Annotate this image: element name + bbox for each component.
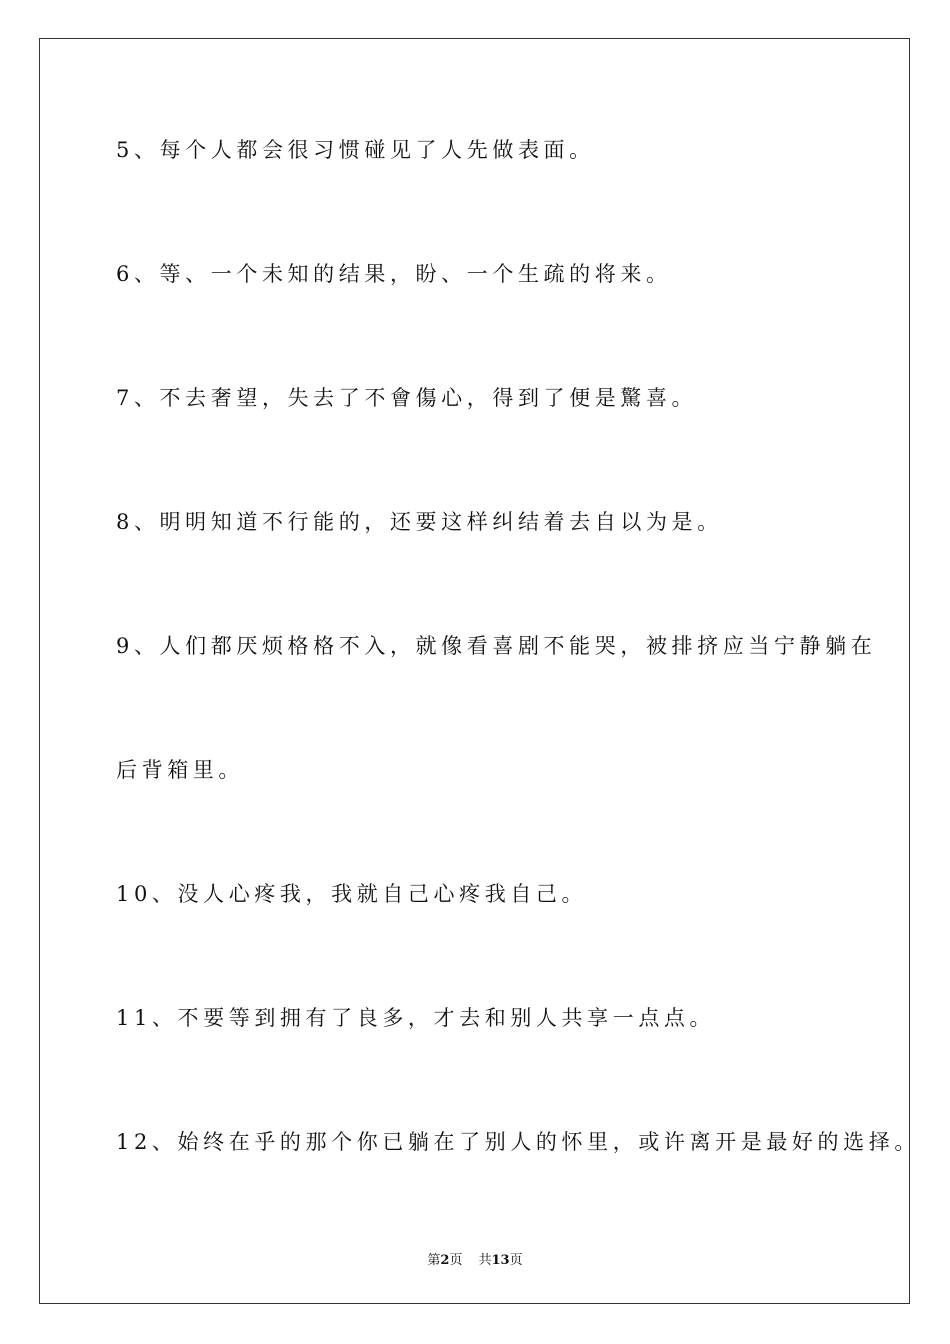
quote-line-12: 12、始终在乎的那个你已躺在了别人的怀里，或许离开是最好的选择。 [116,1130,920,1154]
quote-line-5: 5、每个人都会很习惯碰见了人先做表面。 [116,138,595,162]
total-suffix: 页 [509,1253,523,1268]
page-footer [0,1249,950,1268]
page-border [39,38,910,1304]
quote-line-6: 6、等、一个未知的结果，盼、一个生疏的将来。 [116,262,672,286]
quote-line-9: 9、人们都厌烦格格不入，就像看喜剧不能哭，被排挤应当宁静躺在 [116,634,877,658]
page-number: 2 [440,1253,450,1268]
total-prefix: 共 [478,1253,492,1268]
quote-line-11: 11、不要等到拥有了良多，才去和别人共享一点点。 [116,1006,716,1030]
quote-line-8: 8、明明知道不行能的，还要这样纠结着去自以为是。 [116,510,723,534]
quote-line-10: 10、没人心疼我，我就自己心疼我自己。 [116,882,588,906]
total-pages: 13 [491,1253,510,1268]
page-prefix: 第 [427,1253,441,1268]
quote-line-9-continued: 后背箱里。 [116,758,244,782]
quote-line-7: 7、不去奢望，失去了不會傷心，得到了便是驚喜。 [116,386,698,410]
page-suffix: 页 [449,1253,463,1268]
